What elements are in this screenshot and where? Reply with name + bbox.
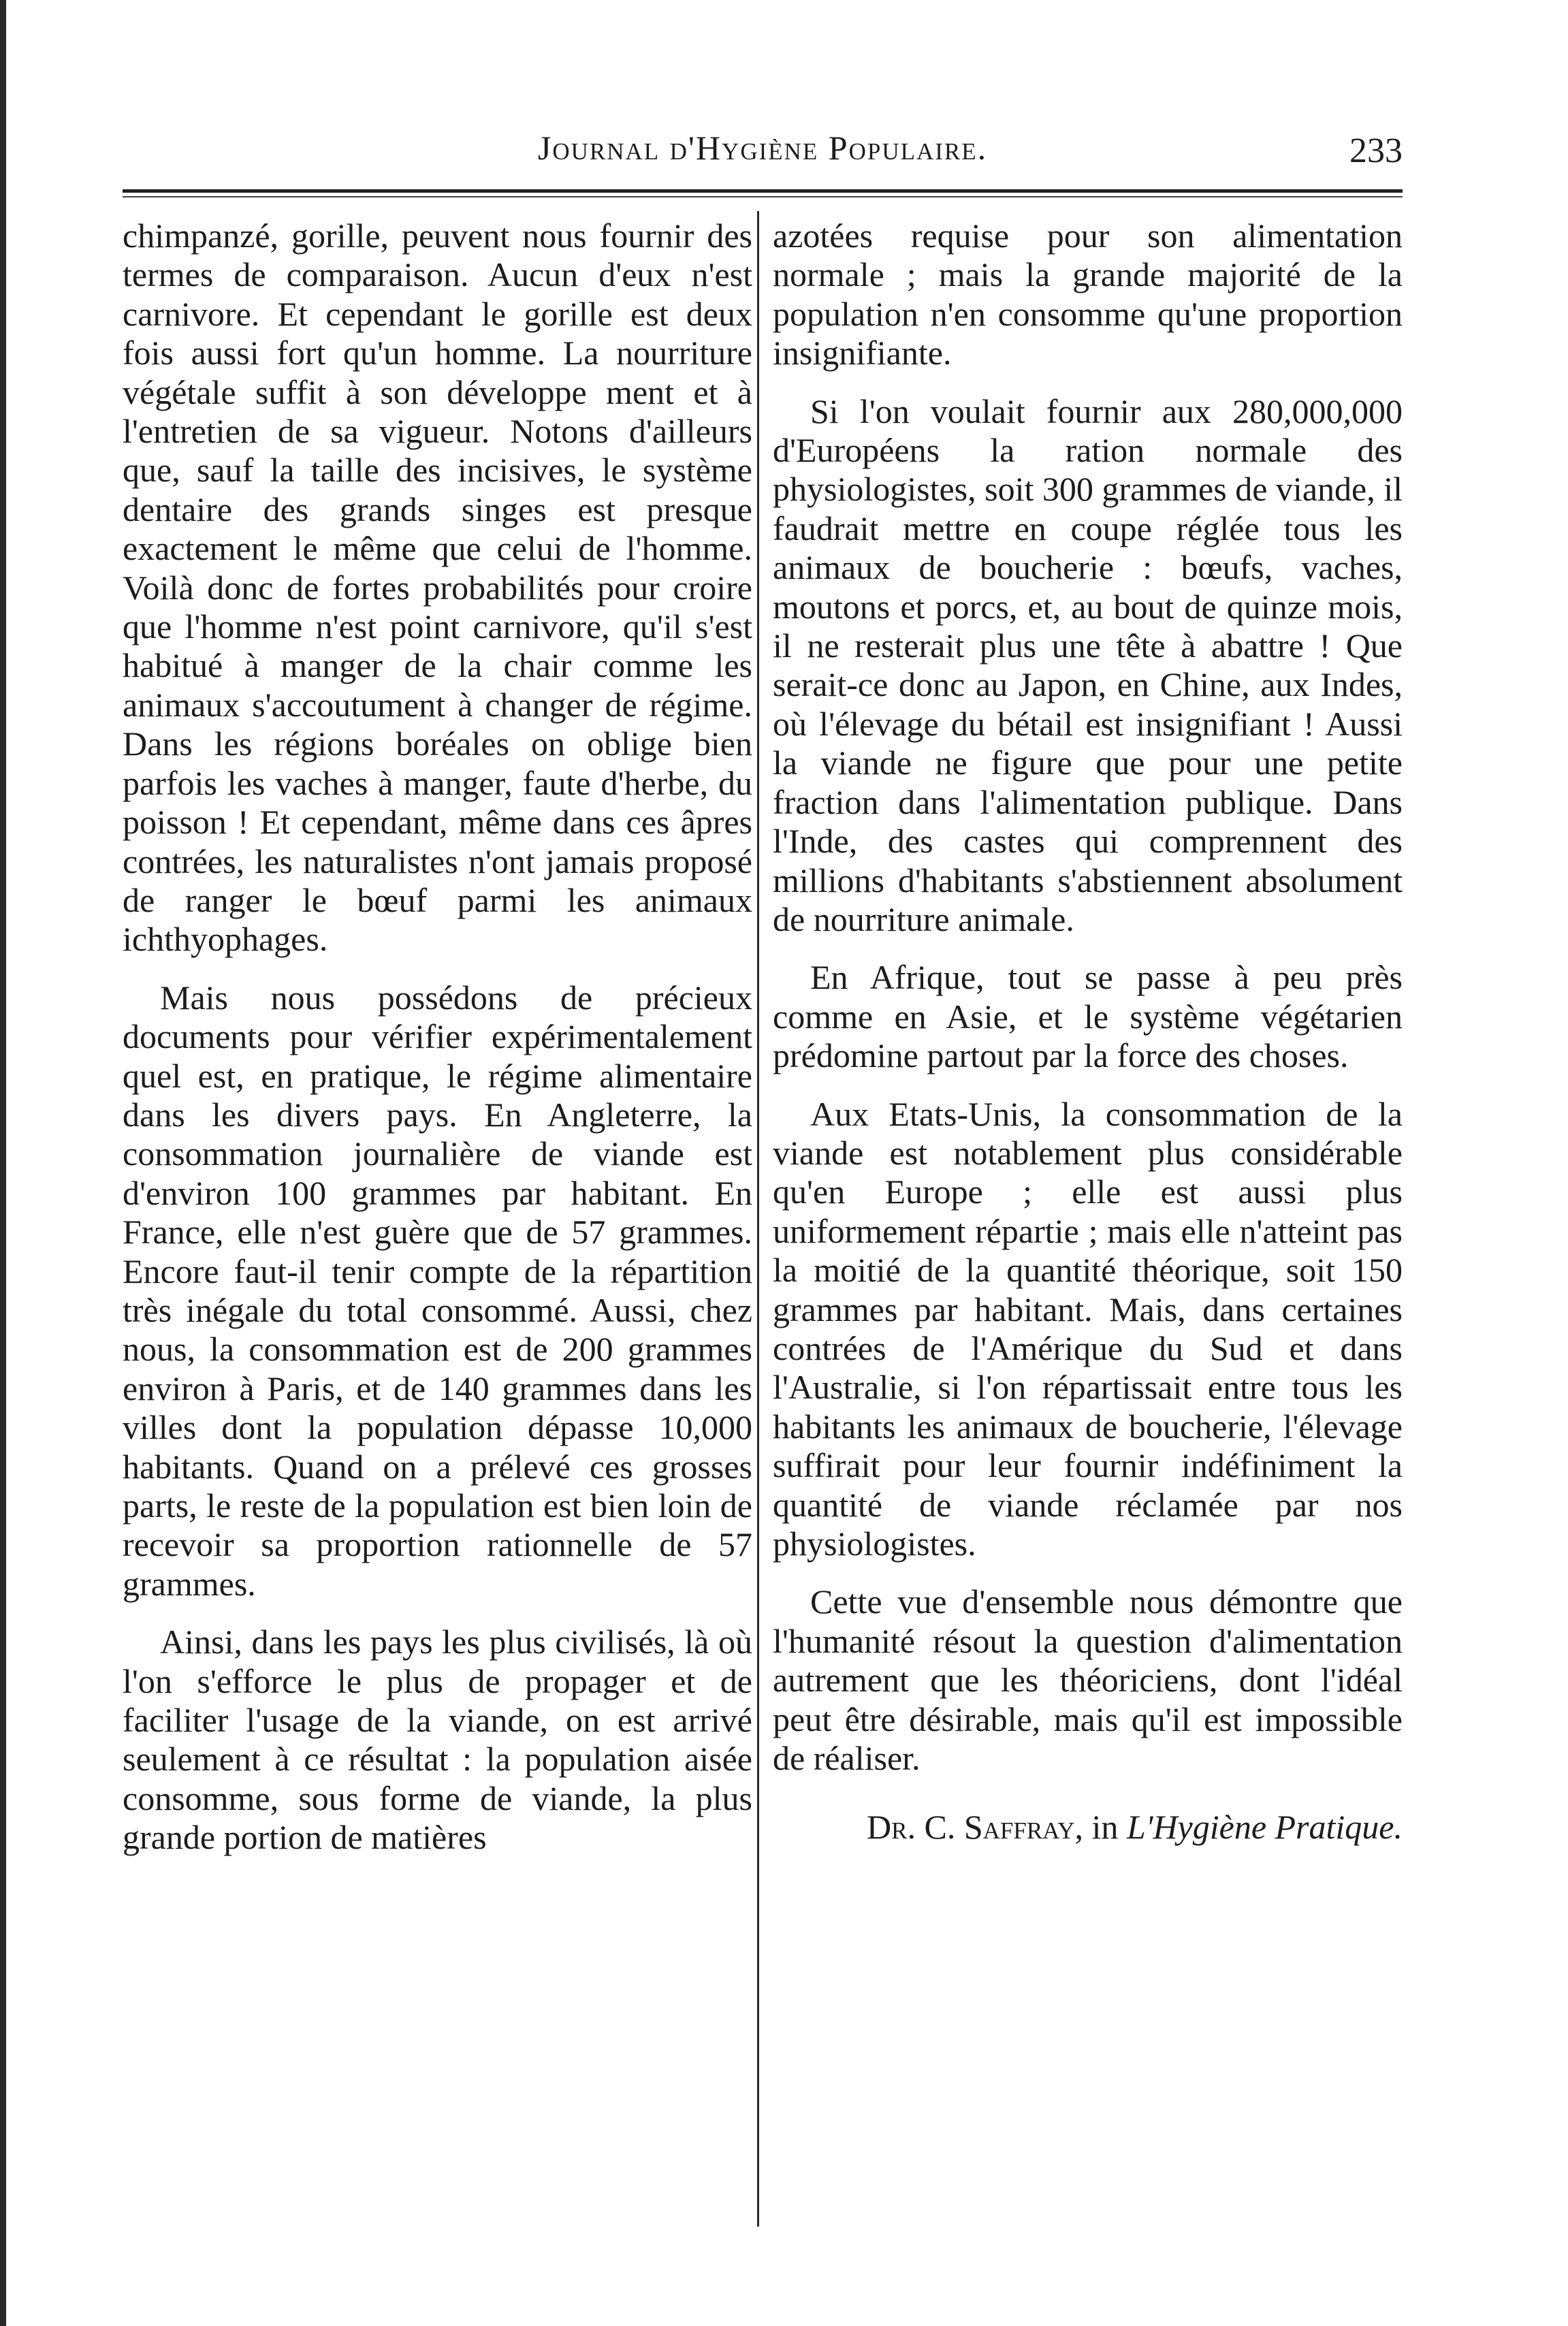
left-column	[123, 217, 752, 1858]
paragraph: Aux Etats-Unis, la consommation de la viande est notablement plus considérable qu'en Europe ; elle est aussi plus uniformement répartie ; mais elle n'atteint pas la moitié de la quantité théorique, soit 150 grammes par habitant. Mais, dans certaines contrées de l'Amérique du Sud et dans l'Australie, si l'on répartissait entre tous les habitants les animaux de boucherie, l'élevage suffirait pour leur fournir indéfiniment la quantité de viande réclamée par nos physiologistes.	[773, 1094, 1403, 1563]
signature-publication: L'Hygiène Pratique.	[1126, 1808, 1403, 1847]
page-number: 233	[1349, 131, 1403, 170]
signature-connector: in	[1083, 1808, 1127, 1847]
column-divider	[757, 211, 759, 2227]
signature	[773, 1808, 1403, 1847]
page-header	[123, 116, 1403, 177]
paragraph: Ainsi, dans les pays les plus civilisés, là où l'on s'efforce le plus de propager et de faciliter l'usage de la viande, on est arrivé seulement à ce résultat : la population aisée consomme, sous forme de viande, la plus grande portion de matières	[123, 1623, 752, 1857]
paragraph: azotées requise pour son alimentation normale ; mais la grande majorité de la population n'en consomme qu'une proportion insignifiante.	[773, 217, 1403, 372]
header-rule-thin	[123, 196, 1403, 197]
signature-author: Dr. C. Saffray,	[867, 1808, 1084, 1847]
paragraph: Cette vue d'ensemble nous démontre que l'humanité résout la question d'alimentation autrement que les théoriciens, dont l'idéal peut être désirable, mais qu'il est impossible de réaliser.	[773, 1582, 1403, 1778]
paragraph: Si l'on voulait fournir aux 280,000,000 d'Européens la ration normale des physiologistes, soit 300 grammes de viande, il faudrait mettre en coupe réglée tous les animaux de boucherie : bœufs, vaches, moutons et porcs, et, au bout de quinze mois, il ne resterait plus une tête à abattre ! Que serait-ce donc au Japon, en Chine, aux Indes, où l'élevage du bétail est insignifiant ! Aussi la viande ne figure que pour une petite fraction dans l'alimentation publique. Dans l'Inde, des castes qui comprennent des millions d'habitants s'abstiennent absolument de nourriture animale.	[773, 392, 1403, 938]
running-title: Journal d'Hygiène Populaire.	[537, 129, 988, 167]
header-rule-thick	[123, 189, 1403, 193]
page-edge-shadow	[0, 0, 6, 2326]
paragraph: chimpanzé, gorille, peuvent nous fournir des termes de comparaison. Aucun d'eux n'est carnivore. Et cependant le gorille est deux fois aussi fort qu'un homme. La nourriture végétale suffit à son développe ment et à l'entretien de sa vigueur. Notons d'ailleurs que, sauf la taille des incisives, le système dentaire des grands singes est presque exactement le même que celui de l'homme. Voilà donc de fortes probabilités pour croire que l'homme n'est point carnivore, qu'il s'est habitué à manger de la chair comme les animaux s'accoutument à changer de régime. Dans les régions boréales on oblige bien parfois les vaches à manger, faute d'herbe, du poisson ! Et cependant, même dans ces âpres contrées, les naturalistes n'ont jamais proposé de ranger le bœuf parmi les animaux ichthyophages.	[123, 217, 752, 959]
paragraph: En Afrique, tout se passe à peu près comme en Asie, et le système végétarien prédomine partout par la force des choses.	[773, 958, 1403, 1075]
paragraph: Mais nous possédons de précieux documents pour vérifier expérimentalement quel est, en pratique, le régime alimentaire dans les divers pays. En Angleterre, la consommation journalière de viande est d'environ 100 grammes par habitant. En France, elle n'est guère que de 57 grammes. Encore faut-il tenir compte de la répartition très inégale du total consommé. Aussi, chez nous, la consommation est de 200 grammes environ à Paris, et de 140 grammes dans les villes dont la population dépasse 10,000 habitants. Quand on a prélevé ces grosses parts, le reste de la population est bien loin de recevoir sa proportion rationnelle de 57 grammes.	[123, 978, 752, 1603]
right-column	[773, 217, 1403, 1847]
